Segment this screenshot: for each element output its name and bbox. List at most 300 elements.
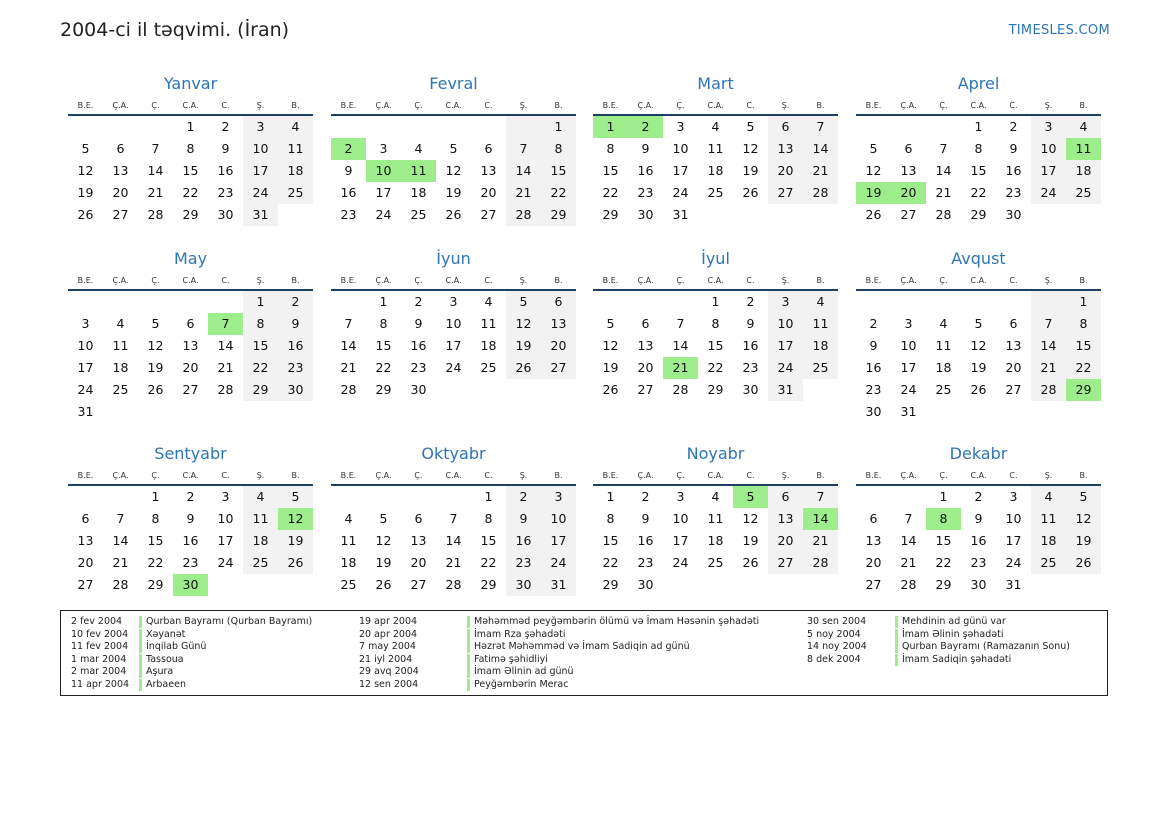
weekday-label: Ç.	[151, 471, 160, 480]
week-row	[593, 138, 838, 160]
day-cell: 3	[1009, 489, 1018, 504]
day-cell: 25	[803, 357, 838, 379]
weekday-label: C.A.	[707, 101, 724, 110]
day-cell: 22	[970, 185, 987, 200]
month-7	[593, 249, 838, 401]
month-name: Fevral	[429, 74, 478, 93]
day-cell: 19	[77, 185, 94, 200]
day-cell: 1	[1066, 291, 1101, 313]
week-row	[68, 182, 313, 204]
day-cell: 18	[243, 530, 278, 552]
weekday-label: B.E.	[77, 101, 94, 110]
day-cell: 19	[742, 163, 759, 178]
day-cell: 18	[112, 360, 129, 375]
day-cell: 18	[340, 555, 357, 570]
holiday-day-cell: 11	[1066, 138, 1101, 160]
day-cell: 25	[112, 382, 129, 397]
empty-cell	[208, 291, 243, 313]
weekday-label: B.E.	[340, 471, 357, 480]
holiday-day-cell: 7	[208, 313, 243, 335]
empty-cell	[103, 486, 138, 508]
empty-cell	[768, 574, 803, 596]
day-cell: 21	[1031, 357, 1066, 379]
week-row	[68, 552, 313, 574]
day-cell: 14	[803, 138, 838, 160]
day-cell: 16	[278, 335, 313, 357]
week-row	[331, 160, 576, 182]
day-cell: 21	[445, 555, 462, 570]
day-cell: 7	[449, 511, 458, 526]
day-cell: 13	[541, 313, 576, 335]
month-6	[331, 249, 576, 401]
weekday-label: Ç.A.	[375, 101, 392, 110]
day-cell: 26	[1066, 552, 1101, 574]
day-cell: 29	[602, 207, 619, 222]
month-name: May	[173, 249, 208, 268]
day-cell: 17	[1005, 533, 1022, 548]
day-cell: 22	[707, 360, 724, 375]
day-cell: 26	[77, 207, 94, 222]
day-cell: 5	[449, 141, 458, 156]
day-cell: 26	[278, 552, 313, 574]
empty-cell	[768, 204, 803, 226]
weekday-label: Ç.	[939, 276, 948, 285]
empty-cell	[243, 401, 278, 423]
empty-cell	[1031, 574, 1066, 596]
day-cell: 16	[1005, 163, 1022, 178]
holiday-date: 20 apr 2004	[359, 628, 418, 640]
holiday-day-cell: 5	[733, 486, 768, 508]
day-cell: 25	[1066, 182, 1101, 204]
day-cell: 6	[768, 116, 803, 138]
day-cell: 23	[506, 552, 541, 574]
day-cell: 6	[768, 486, 803, 508]
holiday-date: 2 fev 2004	[71, 616, 123, 627]
empty-cell	[663, 574, 698, 596]
weekday-label: C.	[484, 101, 493, 110]
day-cell: 16	[410, 338, 427, 353]
day-cell: 20	[182, 360, 199, 375]
day-cell: 23	[217, 185, 234, 200]
day-cell: 8	[379, 316, 388, 331]
week-row	[856, 486, 1101, 508]
day-cell: 22	[243, 357, 278, 379]
day-cell: 12	[742, 511, 759, 526]
empty-cell	[436, 116, 471, 138]
weekday-label: B.E.	[602, 276, 619, 285]
weekday-label: Ç.A.	[112, 471, 129, 480]
day-cell: 29	[182, 207, 199, 222]
weekday-label: C.	[1009, 471, 1018, 480]
weekday-label: C.A.	[445, 276, 462, 285]
day-cell: 27	[410, 577, 427, 592]
weekday-label: C.	[484, 276, 493, 285]
week-row	[331, 357, 576, 379]
day-cell: 22	[602, 185, 619, 200]
day-cell: 22	[480, 555, 497, 570]
day-cell: 4	[414, 141, 423, 156]
day-cell: 16	[865, 360, 882, 375]
empty-cell	[926, 116, 961, 138]
weekday-label: Ş.	[256, 276, 265, 285]
month-2	[331, 74, 576, 226]
day-cell: 7	[676, 316, 685, 331]
day-cell: 26	[970, 382, 987, 397]
day-cell: 23	[865, 382, 882, 397]
day-cell: 30	[1005, 207, 1022, 222]
day-cell: 25	[278, 182, 313, 204]
day-cell: 11	[1031, 508, 1066, 530]
day-cell: 5	[379, 511, 388, 526]
day-cell: 17	[375, 185, 392, 200]
day-cell: 10	[1031, 138, 1066, 160]
weekday-label: B.E.	[865, 276, 882, 285]
holiday-date: 5 noy 2004	[807, 628, 861, 640]
day-cell: 9	[186, 511, 195, 526]
day-cell: 9	[344, 163, 353, 178]
holiday-day-cell: 30	[173, 574, 208, 596]
empty-cell	[331, 291, 366, 313]
weekday-label: Ş.	[1044, 101, 1053, 110]
day-cell: 21	[112, 555, 129, 570]
day-cell: 27	[637, 382, 654, 397]
weekday-label: Ş.	[1044, 276, 1053, 285]
day-cell: 2	[221, 119, 230, 134]
day-cell: 13	[637, 338, 654, 353]
week-row	[68, 508, 313, 530]
day-cell: 26	[742, 555, 759, 570]
month-name: İyun	[436, 249, 471, 268]
weekday-label: B.E.	[602, 101, 619, 110]
weekday-label: C.A.	[182, 276, 199, 285]
day-cell: 30	[865, 404, 882, 419]
empty-cell	[1031, 291, 1066, 313]
week-row	[593, 379, 838, 401]
weekday-label: Ç.	[676, 471, 685, 480]
empty-cell	[68, 486, 103, 508]
empty-cell	[331, 116, 366, 138]
day-cell: 19	[375, 555, 392, 570]
month-name: Oktyabr	[421, 444, 486, 463]
day-cell: 15	[1066, 335, 1101, 357]
day-cell: 3	[221, 489, 230, 504]
day-cell: 26	[865, 207, 882, 222]
holiday-name: İnqilab Günü	[139, 641, 206, 653]
day-cell: 22	[182, 185, 199, 200]
day-cell: 7	[151, 141, 160, 156]
day-cell: 7	[904, 511, 913, 526]
weekday-label: B.E.	[602, 471, 619, 480]
week-row	[856, 357, 1101, 379]
weekday-label: Ç.A.	[375, 276, 392, 285]
day-cell: 12	[506, 313, 541, 335]
day-cell: 27	[112, 207, 129, 222]
day-cell: 23	[970, 555, 987, 570]
day-cell: 23	[637, 555, 654, 570]
day-cell: 8	[606, 511, 615, 526]
day-cell: 10	[217, 511, 234, 526]
week-row	[68, 486, 313, 508]
day-cell: 21	[217, 360, 234, 375]
day-cell: 3	[1031, 116, 1066, 138]
week-row	[593, 552, 838, 574]
site-link[interactable]: TIMESLES.COM	[1008, 23, 1110, 38]
weekday-header	[331, 100, 576, 116]
day-cell: 18	[707, 163, 724, 178]
holiday-day-cell: 11	[401, 160, 436, 182]
day-cell: 3	[676, 119, 685, 134]
day-cell: 14	[340, 338, 357, 353]
day-cell: 2	[869, 316, 878, 331]
week-row	[593, 574, 838, 596]
day-cell: 11	[278, 138, 313, 160]
day-cell: 5	[746, 119, 755, 134]
weekday-label: B.	[1079, 101, 1088, 110]
day-cell: 8	[711, 316, 720, 331]
month-5	[68, 249, 313, 423]
day-cell: 23	[278, 357, 313, 379]
empty-cell	[961, 291, 996, 313]
day-cell: 6	[869, 511, 878, 526]
day-cell: 18	[480, 338, 497, 353]
day-cell: 8	[1066, 313, 1101, 335]
month-name: Aprel	[957, 74, 1000, 93]
day-cell: 15	[182, 163, 199, 178]
week-row	[331, 335, 576, 357]
day-cell: 4	[711, 489, 720, 504]
day-cell: 22	[375, 360, 392, 375]
day-cell: 11	[707, 511, 724, 526]
day-cell: 16	[217, 163, 234, 178]
month-12	[856, 444, 1101, 596]
day-cell: 4	[344, 511, 353, 526]
month-name: Yanvar	[163, 74, 218, 93]
empty-cell	[331, 486, 366, 508]
weekday-label: B.	[291, 276, 300, 285]
day-cell: 24	[1031, 182, 1066, 204]
day-cell: 2	[506, 486, 541, 508]
week-row	[68, 291, 313, 313]
day-cell: 13	[77, 533, 94, 548]
empty-cell	[996, 401, 1031, 423]
weekday-label: C.	[484, 471, 493, 480]
day-cell: 24	[768, 357, 803, 379]
week-row	[331, 182, 576, 204]
weekday-header	[856, 100, 1101, 116]
holiday-date: 12 sen 2004	[359, 678, 419, 690]
empty-cell	[138, 401, 173, 423]
empty-cell	[506, 116, 541, 138]
day-cell: 30	[742, 382, 759, 397]
day-cell: 10	[1005, 511, 1022, 526]
week-row	[856, 508, 1101, 530]
weekday-label: B.E.	[77, 276, 94, 285]
day-cell: 7	[344, 316, 353, 331]
day-cell: 30	[410, 382, 427, 397]
day-cell: 14	[935, 163, 952, 178]
day-cell: 27	[900, 207, 917, 222]
weekday-label: Ç.A.	[112, 276, 129, 285]
week-row	[856, 204, 1101, 226]
day-cell: 21	[340, 360, 357, 375]
holiday-day-cell: 29	[1066, 379, 1101, 401]
day-cell: 11	[480, 316, 497, 331]
day-cell: 14	[900, 533, 917, 548]
day-cell: 7	[1031, 313, 1066, 335]
day-cell: 30	[637, 577, 654, 592]
day-cell: 14	[112, 533, 129, 548]
day-cell: 21	[803, 530, 838, 552]
week-row	[68, 313, 313, 335]
day-cell: 13	[112, 163, 129, 178]
week-row	[331, 116, 576, 138]
day-cell: 22	[1066, 357, 1101, 379]
week-row	[593, 204, 838, 226]
day-cell: 15	[602, 163, 619, 178]
holiday-name: Fatimə şəhidliyi	[467, 654, 548, 666]
holiday-list	[60, 610, 1108, 696]
empty-cell	[733, 574, 768, 596]
day-cell: 8	[606, 141, 615, 156]
empty-cell	[803, 204, 838, 226]
weekday-header	[593, 470, 838, 486]
day-cell: 30	[970, 577, 987, 592]
week-row	[593, 508, 838, 530]
holiday-date: 2 mar 2004	[71, 666, 127, 678]
day-cell: 17	[768, 335, 803, 357]
week-row	[593, 530, 838, 552]
weekday-label: Ş.	[519, 471, 528, 480]
empty-cell	[856, 116, 891, 138]
day-cell: 4	[278, 116, 313, 138]
day-cell: 6	[1009, 316, 1018, 331]
holiday-day-cell: 8	[926, 508, 961, 530]
day-cell: 17	[541, 530, 576, 552]
empty-cell	[243, 574, 278, 596]
day-cell: 11	[707, 141, 724, 156]
day-cell: 9	[1009, 141, 1018, 156]
week-row	[856, 182, 1101, 204]
weekday-label: C.	[1009, 276, 1018, 285]
empty-cell	[278, 574, 313, 596]
month-4	[856, 74, 1101, 226]
holiday-date: 8 dek 2004	[807, 653, 861, 665]
week-row	[856, 291, 1101, 313]
day-cell: 1	[541, 116, 576, 138]
day-cell: 2	[641, 489, 650, 504]
day-cell: 16	[637, 533, 654, 548]
day-cell: 24	[672, 555, 689, 570]
empty-cell	[891, 116, 926, 138]
day-cell: 9	[278, 313, 313, 335]
week-row	[68, 401, 313, 423]
day-cell: 17	[217, 533, 234, 548]
weekday-label: Ç.A.	[637, 101, 654, 110]
day-cell: 15	[935, 533, 952, 548]
day-cell: 12	[865, 163, 882, 178]
week-row	[593, 357, 838, 379]
day-cell: 2	[186, 489, 195, 504]
day-cell: 28	[445, 577, 462, 592]
week-row	[856, 160, 1101, 182]
weekday-label: Ç.	[939, 101, 948, 110]
day-cell: 3	[449, 294, 458, 309]
empty-cell	[891, 291, 926, 313]
holiday-day-cell: 12	[278, 508, 313, 530]
holiday-date: 29 avq 2004	[359, 666, 419, 678]
week-row	[68, 160, 313, 182]
month-name: Avqust	[951, 249, 1006, 268]
day-cell: 1	[243, 291, 278, 313]
day-cell: 5	[278, 486, 313, 508]
holiday-name: Tassoua	[139, 654, 184, 666]
day-cell: 31	[541, 574, 576, 596]
day-cell: 6	[541, 291, 576, 313]
day-cell: 27	[768, 182, 803, 204]
day-cell: 19	[445, 185, 462, 200]
week-row	[68, 204, 313, 226]
weekday-label: Ç.A.	[900, 471, 917, 480]
empty-cell	[208, 401, 243, 423]
weekday-label: Ç.A.	[375, 471, 392, 480]
day-cell: 16	[340, 185, 357, 200]
day-cell: 11	[803, 313, 838, 335]
day-cell: 23	[1005, 185, 1022, 200]
day-cell: 29	[541, 204, 576, 226]
empty-cell	[471, 379, 506, 401]
holiday-day-cell: 1	[593, 116, 628, 138]
weekday-label: Ş.	[1044, 471, 1053, 480]
day-cell: 20	[637, 360, 654, 375]
weekday-label: B.	[554, 471, 563, 480]
day-cell: 15	[602, 533, 619, 548]
empty-cell	[401, 116, 436, 138]
empty-cell	[1031, 204, 1066, 226]
day-cell: 3	[541, 486, 576, 508]
day-cell: 1	[151, 489, 160, 504]
week-row	[68, 530, 313, 552]
day-cell: 15	[970, 163, 987, 178]
week-row	[593, 335, 838, 357]
weekday-header	[856, 470, 1101, 486]
day-cell: 6	[904, 141, 913, 156]
day-cell: 19	[506, 335, 541, 357]
day-cell: 27	[541, 357, 576, 379]
day-cell: 24	[243, 182, 278, 204]
day-cell: 26	[742, 185, 759, 200]
day-cell: 6	[641, 316, 650, 331]
holiday-name: İmam Rza şəhadəti	[467, 629, 565, 641]
day-cell: 3	[379, 141, 388, 156]
empty-cell	[698, 204, 733, 226]
day-cell: 6	[186, 316, 195, 331]
month-9	[68, 444, 313, 596]
day-cell: 20	[480, 185, 497, 200]
day-cell: 27	[865, 577, 882, 592]
day-cell: 12	[602, 338, 619, 353]
day-cell: 24	[1005, 555, 1022, 570]
day-cell: 28	[340, 382, 357, 397]
month-name: Mart	[697, 74, 734, 93]
day-cell: 9	[414, 316, 423, 331]
day-cell: 25	[707, 555, 724, 570]
week-row	[593, 313, 838, 335]
day-cell: 24	[900, 382, 917, 397]
day-cell: 10	[77, 338, 94, 353]
holiday-date: 30 sen 2004	[807, 616, 867, 627]
holiday-day-cell: 19	[856, 182, 891, 204]
weekday-label: Ş.	[519, 101, 528, 110]
